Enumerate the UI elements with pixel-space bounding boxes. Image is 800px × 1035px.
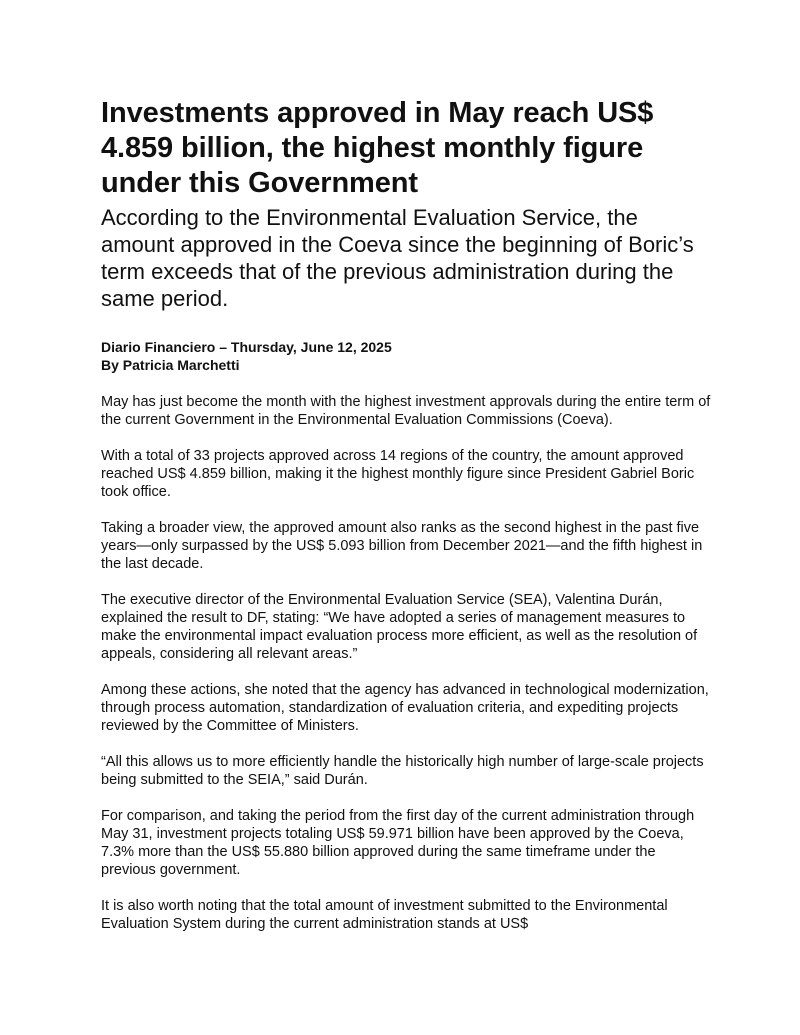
paragraph: May has just become the month with the highest investment approvals during the entire term of the current Government in the Environmental Evaluation Commissions (Coeva). bbox=[101, 394, 711, 428]
paragraph: “All this allows us to more efficiently handle the historically high number of large-scale projects being submitted to the SEIA,” said Durán. bbox=[101, 754, 704, 788]
paragraph: The executive director of the Environmental Evaluation Service (SEA), Valentina Durán, explained the result to DF, stating: “We have adopted a series of management measures to make the environmental impact evaluation process more efficient, as well as the resolution of appeals, considering all relevant areas.” bbox=[101, 592, 698, 662]
paragraph: It is also worth noting that the total amount of investment submitted to the Environmental Evaluation System during the current administration stands at US$ bbox=[101, 898, 668, 932]
author-line: By Patricia Marchetti bbox=[101, 357, 240, 373]
paragraph: With a total of 33 projects approved across 14 regions of the country, the amount approved reached US$ 4.859 billion, making it the highest monthly figure since President Gabriel Boric took office. bbox=[101, 448, 695, 500]
paragraph: Taking a broader view, the approved amount also ranks as the second highest in the past five years—only surpassed by the US$ 5.093 billion from December 2021—and the fifth highest in the last decade. bbox=[101, 520, 703, 572]
source-line: Diario Financiero – Thursday, June 12, 2025 bbox=[101, 339, 392, 355]
paragraph: For comparison, and taking the period from the first day of the current administration through May 31, investment projects totaling US$ 59.971 billion have been approved by the Coeva, 7.3% more than the US$ 55.880 billion approved during the same timeframe under the previous government. bbox=[101, 808, 695, 878]
subheadline: According to the Environmental Evaluation Service, the amount approved in the Coeva since the beginning of Boric’s term exceeds that of the previous administration during the same period. bbox=[101, 205, 694, 311]
paragraph: Among these actions, she noted that the agency has advanced in technological modernization, through process automation, standardization of evaluation criteria, and expediting projects reviewed by the Committee of Ministers. bbox=[101, 682, 709, 734]
headline: Investments approved in May reach US$ 4.859 billion, the highest monthly figure under this Government bbox=[101, 97, 654, 199]
article bbox=[101, 96, 711, 951]
article-body bbox=[101, 393, 711, 933]
byline bbox=[101, 338, 711, 374]
